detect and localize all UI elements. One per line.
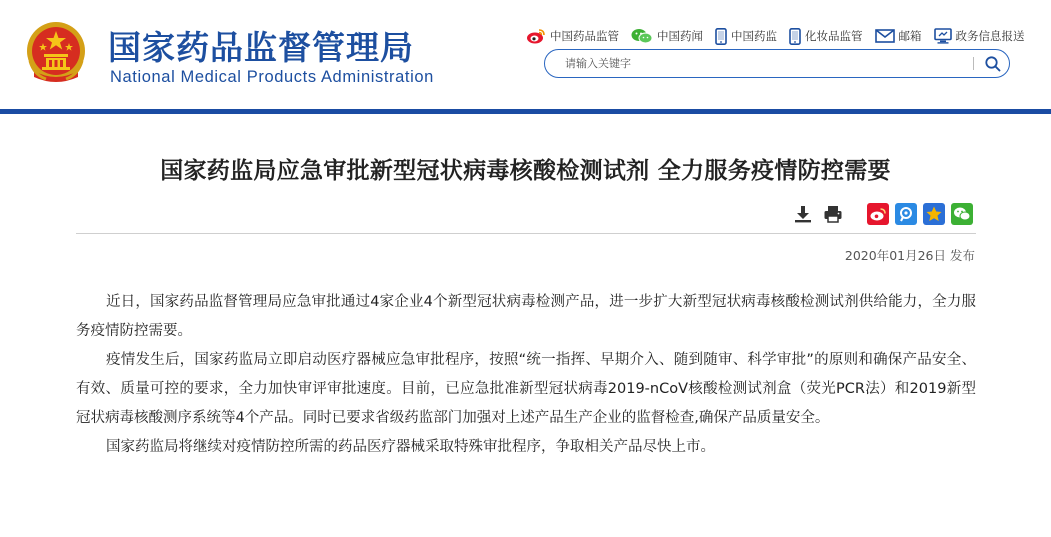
- link-wechat[interactable]: [631, 28, 703, 44]
- search-box: [544, 49, 1010, 78]
- wechat-icon: [953, 206, 971, 222]
- mobile-icon: [789, 28, 801, 45]
- link-label: 中国药品监管: [550, 29, 619, 43]
- download-button[interactable]: [792, 203, 814, 225]
- national-emblem-icon: [24, 21, 88, 87]
- article-paragraph: 近日，国家药品监督管理局应急审批通过4家企业4个新型冠状病毒检测产品，进一步扩大新型冠状病毒核酸检测试剂供给能力，全力服务疫情防控需要。: [76, 294, 976, 339]
- mail-icon: [875, 29, 895, 43]
- publish-date: 2020年01月26日 发布: [844, 248, 975, 263]
- site-header: [0, 0, 1051, 111]
- share-qzone-button[interactable]: [923, 203, 945, 225]
- print-icon: [823, 204, 843, 224]
- link-mobile-cosmetics[interactable]: [789, 28, 863, 45]
- search-input[interactable]: [565, 54, 965, 73]
- link-label: 中国药监: [731, 29, 777, 43]
- print-button[interactable]: [822, 203, 844, 225]
- download-icon: [793, 204, 813, 224]
- article-title: 国家药监局应急审批新型冠状病毒核酸检测试剂 全力服务疫情防控需要: [160, 158, 891, 184]
- site-title-en[interactable]: National Medical Products Administration: [110, 68, 434, 86]
- search-icon[interactable]: [983, 54, 1003, 74]
- qzone-star-icon: [925, 205, 943, 223]
- top-links: [526, 26, 1025, 46]
- article-divider: [76, 233, 976, 234]
- article-paragraph: 国家药监局将继续对疫情防控所需的药品医疗器械采取特殊审批程序，争取相关产品尽快上市。: [106, 439, 715, 455]
- header-blue-bar: [0, 109, 1051, 114]
- link-gov-info[interactable]: [934, 28, 1025, 44]
- weibo-icon: [526, 28, 546, 44]
- site-title-cn[interactable]: 国家药品监督管理局: [108, 28, 414, 67]
- link-label: 化妆品监管: [805, 29, 863, 43]
- article-tools: [792, 203, 973, 225]
- link-label: 中国药闻: [657, 29, 703, 43]
- link-weibo[interactable]: [526, 28, 619, 44]
- link-mobile-nmpa[interactable]: [715, 28, 777, 45]
- qq-weibo-icon: [897, 205, 915, 223]
- monitor-icon: [934, 28, 952, 44]
- share-wechat-button[interactable]: [951, 203, 973, 225]
- share-group: [867, 203, 973, 225]
- mobile-icon: [715, 28, 727, 45]
- article-body: [76, 288, 976, 462]
- wechat-icon: [631, 28, 653, 44]
- weibo-icon: [869, 206, 887, 222]
- link-mail[interactable]: [875, 28, 922, 44]
- search-divider: [973, 57, 974, 70]
- link-label: 邮箱: [898, 29, 922, 43]
- article-paragraph: 疫情发生后，国家药监局立即启动医疗器械应急审批程序，按照“统一指挥、早期介入、随到随审、科学审批”的原则和确保产品安全、有效、质量可控的要求，全力加快审评审批速度。目前，已应急批准新型冠状病毒2019-nCoV核酸检测试剂盒（荧光PCR法）和2019新型冠状病毒核酸测序系统等4个产品。同时已要求省级药监部门加强对上述产品生产企业的监督检查,确保产品质量安全。: [76, 352, 976, 426]
- share-weibo-button[interactable]: [867, 203, 889, 225]
- link-label: 政务信息报送: [955, 29, 1025, 43]
- share-qq-button[interactable]: [895, 203, 917, 225]
